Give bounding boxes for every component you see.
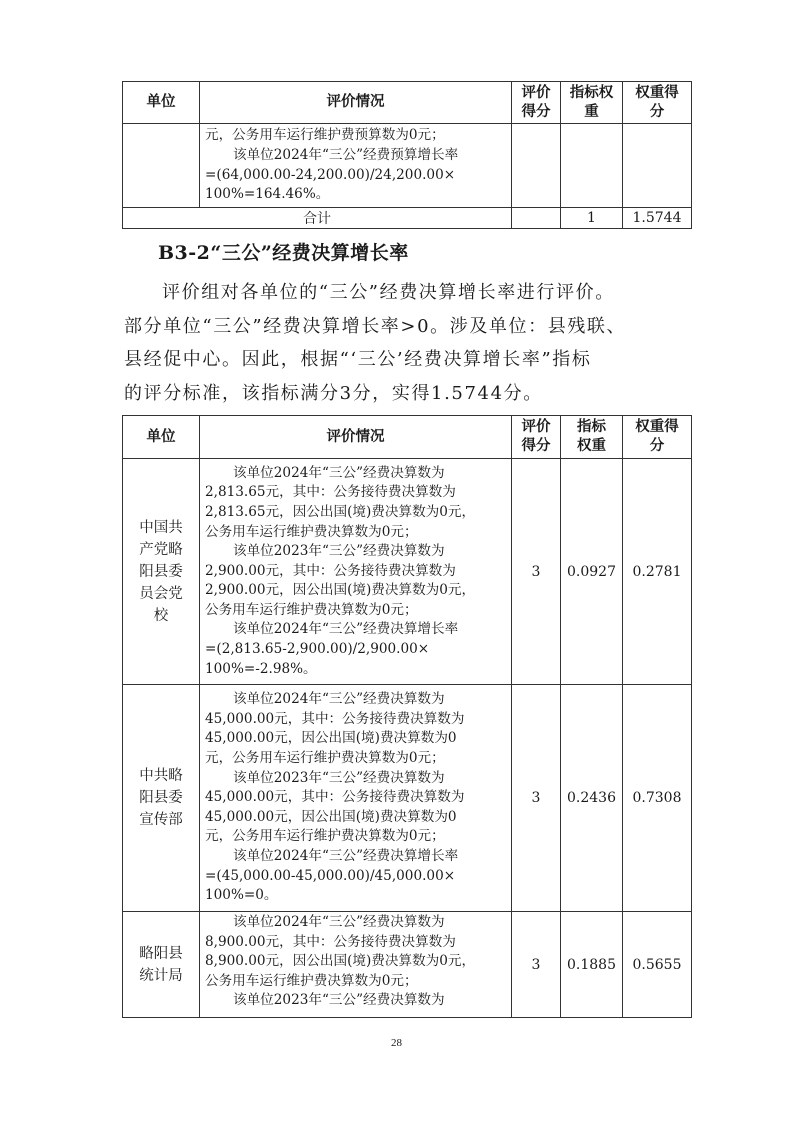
- table-row: [123, 685, 692, 912]
- eval-line: 45,000.00元，其中：公务接待费决算数为: [205, 789, 465, 806]
- eval-line: 8,900.00元，其中：公务接待费决算数为: [205, 933, 456, 950]
- score-cell: 3: [512, 459, 561, 685]
- weighted-cell: 0.2781: [623, 459, 692, 685]
- paragraph-line: 评价组对各单位的“三公”经费决算增长率进行评价。: [162, 282, 615, 303]
- eval-line: 元，公务用车运行维护费预算数为0元；: [205, 127, 445, 144]
- header-score: [512, 416, 561, 459]
- score-cell: [512, 124, 561, 208]
- eval-line: 该单位2024年“三公”经费决算增长率: [233, 621, 459, 638]
- paragraph-line: 县经促中心。因此，根据“‘三公’经费决算增长率”指标: [124, 349, 592, 370]
- unit-name-line: 统计局: [139, 967, 183, 984]
- total-weighted: 1.5744: [623, 208, 692, 229]
- header-score: [512, 82, 561, 124]
- header-unit: 单位: [123, 416, 200, 459]
- paragraph-line: 的评分标准，该指标满分3分，实得1.5744分。: [124, 382, 543, 404]
- unit-name-line: 略阳县: [139, 945, 183, 962]
- weight-cell: 0.2436: [561, 685, 623, 912]
- eval-line: 45,000.00元，其中：公务接待费决算数为: [205, 710, 465, 727]
- header-unit: 单位: [123, 82, 200, 124]
- section-heading: B3-2“三公”经费决算增长率: [158, 242, 409, 264]
- table-row: [123, 459, 692, 685]
- header-score-text: 评价得分: [521, 84, 551, 120]
- eval-line: 元，公务用车运行维护费决算数为0元；: [205, 828, 445, 845]
- score-cell: 3: [512, 685, 561, 912]
- unit-name-line: 阳县委: [139, 790, 183, 806]
- header-weighted: [623, 416, 692, 459]
- eval-line: 公务用车运行维护费决算数为0元；: [205, 601, 418, 618]
- unit-name-line: 中国共: [139, 519, 183, 536]
- header-weight: [561, 82, 623, 124]
- table-row: [123, 912, 692, 1018]
- eval-line: 公务用车运行维护费决算数为0元；: [205, 972, 418, 989]
- unit-cell: [123, 912, 200, 1018]
- total-label: 合计: [123, 208, 512, 229]
- weighted-cell: 0.5655: [623, 912, 692, 1018]
- table-header-row: [123, 416, 692, 459]
- unit-name-line: 中共略: [139, 768, 183, 784]
- unit-name-line: 宣传部: [139, 812, 183, 828]
- eval-line: 公务用车运行维护费决算数为0元；: [205, 523, 418, 540]
- eval-cell: [200, 685, 512, 912]
- header-score-text: 评价得分: [521, 419, 551, 454]
- page-number: 28: [391, 1037, 402, 1049]
- final-accounts-growth-table: [122, 415, 692, 1018]
- header-weighted-text: 权重得分: [635, 84, 679, 120]
- budget-growth-table-continued: [122, 81, 692, 229]
- eval-line: 45,000.00元，因公出国(境)费决算数为0: [205, 808, 457, 825]
- header-eval: 评价情况: [200, 416, 512, 459]
- eval-line: 100%=0。: [205, 887, 278, 904]
- eval-line: 该单位2024年“三公”经费决算数为: [233, 691, 445, 708]
- eval-line: 元，公务用车运行维护费决算数为0元；: [205, 750, 445, 767]
- eval-line: 该单位2024年“三公”经费决算增长率: [233, 847, 459, 864]
- eval-line: =(64,000.00-24,200.00)/24,200.00×: [205, 166, 456, 183]
- eval-cell: [200, 912, 512, 1018]
- table-header-row: [123, 82, 692, 124]
- unit-name-line: 产党略: [139, 541, 183, 558]
- eval-line: 该单位2023年“三公”经费决算数为: [233, 769, 445, 786]
- eval-line: 2,900.00元，其中：公务接待费决算数为: [205, 562, 456, 579]
- eval-line: 该单位2023年“三公”经费决算数为: [233, 992, 445, 1009]
- unit-name-line: 阳县委: [139, 563, 183, 580]
- eval-line: 8,900.00元，因公出国(境)费决算数为0元，: [205, 953, 476, 970]
- eval-line: 该单位2024年“三公”经费决算数为: [233, 464, 445, 481]
- eval-cell: [200, 459, 512, 685]
- eval-line: 2,813.65元，因公出国(境)费决算数为0元，: [205, 503, 476, 520]
- total-weight: 1: [561, 208, 623, 229]
- header-weight-text: 指标权重: [577, 419, 606, 454]
- eval-line: 100%=164.46%。: [205, 186, 330, 203]
- total-score: [512, 208, 561, 229]
- unit-name-line: 校: [153, 607, 169, 624]
- eval-line: 2,813.65元，其中：公务接待费决算数为: [205, 484, 456, 501]
- eval-line: =(2,813.65-2,900.00)/2,900.00×: [205, 641, 430, 658]
- eval-line: 该单位2023年“三公”经费决算数为: [233, 543, 445, 560]
- weighted-cell: [623, 124, 692, 208]
- unit-name-line: 员会党: [139, 585, 183, 602]
- table-row: [123, 124, 692, 208]
- weighted-cell: 0.7308: [623, 685, 692, 912]
- header-weighted: [623, 82, 692, 124]
- unit-cell: [123, 459, 200, 685]
- paragraph-line: 部分单位“三公”经费决算增长率>0。涉及单位：县残联、: [124, 315, 627, 337]
- eval-line: 100%=-2.98%。: [205, 660, 317, 677]
- eval-line: 该单位2024年“三公”经费决算数为: [233, 914, 445, 930]
- header-weighted-text: 权重得分: [635, 419, 679, 454]
- section-paragraph: [124, 276, 694, 410]
- header-eval: 评价情况: [200, 82, 512, 124]
- eval-line: 该单位2024年“三公”经费预算增长率: [233, 146, 459, 163]
- unit-cell: [123, 124, 200, 208]
- header-weight-text: 指标权重: [569, 84, 614, 120]
- eval-line: =(45,000.00-45,000.00)/45,000.00×: [205, 867, 456, 884]
- weight-cell: [561, 124, 623, 208]
- header-weight: [561, 416, 623, 459]
- unit-cell: [123, 685, 200, 912]
- eval-cell: [200, 124, 512, 208]
- weight-cell: 0.1885: [561, 912, 623, 1018]
- eval-line: 45,000.00元，因公出国(境)费决算数为0: [205, 730, 457, 747]
- weight-cell: 0.0927: [561, 459, 623, 685]
- eval-line: 2,900.00元，因公出国(境)费决算数为0元，: [205, 582, 476, 599]
- score-cell: 3: [512, 912, 561, 1018]
- total-row: [123, 208, 692, 229]
